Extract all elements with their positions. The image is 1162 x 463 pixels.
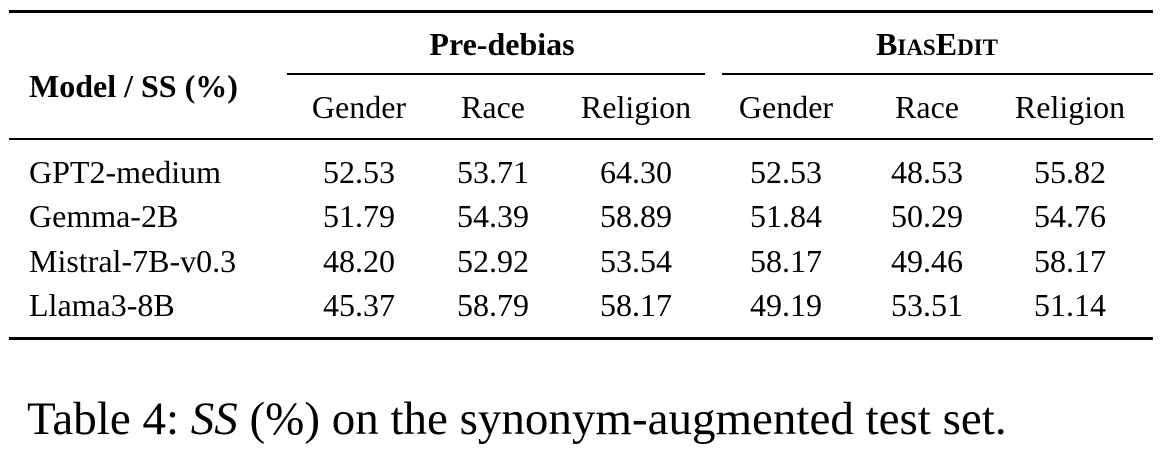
biasedit-group-rule <box>722 73 1153 75</box>
pre-debias-group-rule <box>287 73 705 75</box>
table-cell: 58.89 <box>600 198 672 234</box>
table-cell: 54.76 <box>1034 198 1106 234</box>
table-cell: 52.92 <box>457 243 529 279</box>
table-cell: 53.71 <box>457 154 529 190</box>
table-cell: 51.79 <box>323 198 395 234</box>
table-cell: 58.17 <box>600 287 672 323</box>
column-header-gender: Gender <box>311 89 407 125</box>
table-caption: Table 4: SS (%) on the synonym-augmented test set. <box>27 393 1007 445</box>
header-rule <box>9 138 1153 140</box>
table-cell: 58.79 <box>457 287 529 323</box>
table-cell: 58.17 <box>1034 243 1106 279</box>
column-header-race: Race <box>895 89 959 125</box>
row-model-name: Mistral-7B-v0.3 <box>29 243 237 279</box>
table-cell: 52.53 <box>323 154 395 190</box>
row-model-name: Gemma-2B <box>29 198 179 234</box>
column-header-race: Race <box>461 89 525 125</box>
bottom-rule <box>9 337 1153 340</box>
table-cell: 52.53 <box>750 154 822 190</box>
row-model-name: Llama3-8B <box>29 287 175 323</box>
table-cell: 49.19 <box>750 287 822 323</box>
column-header-religion: Religion <box>580 89 692 125</box>
column-header-gender: Gender <box>738 89 834 125</box>
table-cell: 54.39 <box>457 198 529 234</box>
table-cell: 51.84 <box>750 198 822 234</box>
row-model-name: GPT2-medium <box>29 154 221 190</box>
model-column-header: Model / SS (%) <box>29 68 238 104</box>
table-cell: 53.54 <box>600 243 672 279</box>
table-cell: 51.14 <box>1034 287 1106 323</box>
group-header-biasedit: BIASEDIT <box>876 26 998 62</box>
table-cell: 53.51 <box>891 287 963 323</box>
column-header-religion: Religion <box>1014 89 1126 125</box>
table-cell: 49.46 <box>891 243 963 279</box>
table-cell: 64.30 <box>600 154 672 190</box>
table-cell: 48.20 <box>323 243 395 279</box>
table-cell: 55.82 <box>1034 154 1106 190</box>
table-cell: 50.29 <box>891 198 963 234</box>
group-header-pre-debias: Pre-debias <box>429 26 575 62</box>
top-rule <box>9 10 1153 13</box>
table-cell: 58.17 <box>750 243 822 279</box>
table-cell: 45.37 <box>323 287 395 323</box>
table-cell: 48.53 <box>891 154 963 190</box>
